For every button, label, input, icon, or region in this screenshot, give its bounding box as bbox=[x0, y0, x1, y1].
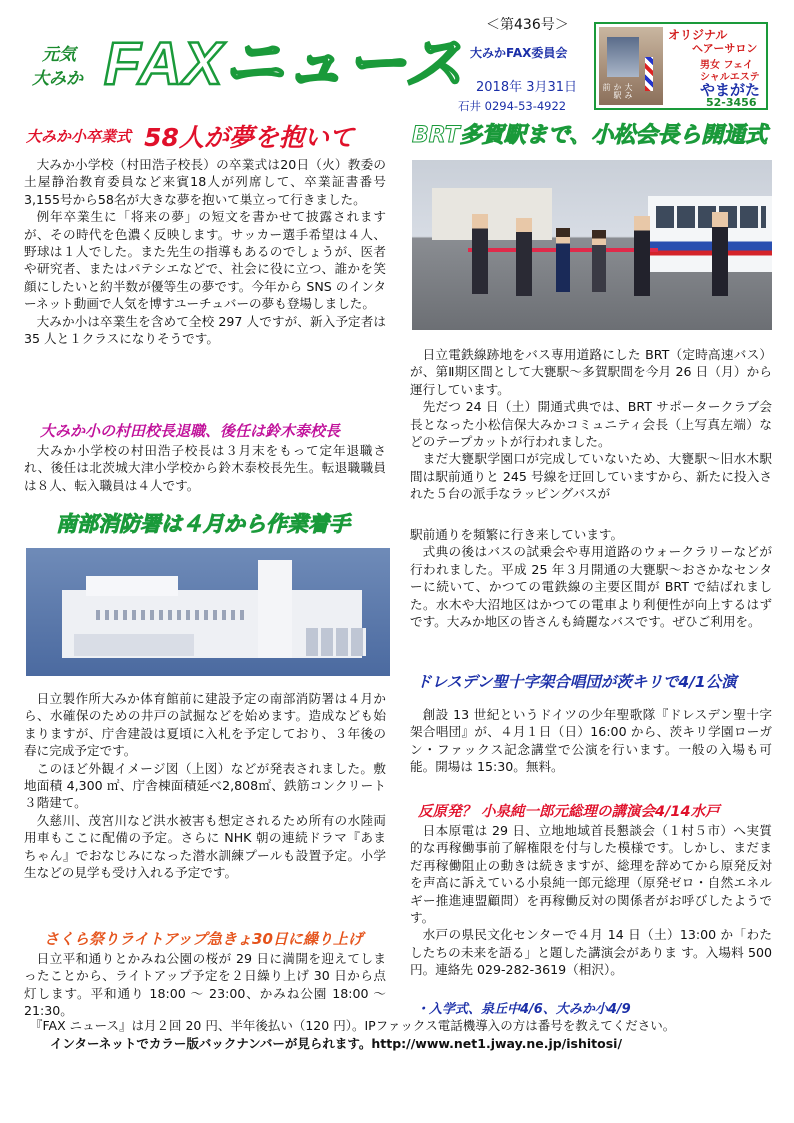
entrance-ceremony-note: ・入学式、泉丘中4/6、大みか小4/9 bbox=[416, 1002, 631, 1017]
photo-person-2 bbox=[516, 218, 532, 296]
footer-line-2[interactable]: インターネットでカラー版バックナンバーが見られます。http://www.net1.jway.ne.jp/ishitosi/ bbox=[50, 1036, 623, 1051]
graduation-para-3: 大みか小は卒業生を含めて全校 297 人ですが、新入予定者は 35 人と１クラスになりそうです。 bbox=[24, 313, 386, 347]
ad-line3: 男女 フェイ bbox=[700, 60, 753, 71]
article-principal-body bbox=[24, 442, 386, 494]
footer-line-1: 『FAX ニュース』は月２回 20 円、半年後払い（120 円）。IPファックス電話機導入の方は番号を教えてください。 bbox=[30, 1018, 676, 1033]
koizumi-para-2: 水戸の県民文化センターで４月 14 日（土）13:00 か「わたしたちの未来を語る」と題した講演会がありま す。入場料 500 円。連絡先 029-282-3619（相沢）。 bbox=[410, 927, 772, 978]
ad-phone: 52-3456 bbox=[706, 96, 757, 109]
article-dresden-body bbox=[410, 706, 772, 776]
building-shadow bbox=[74, 634, 194, 656]
committee-name: 大みかFAX委員会 bbox=[470, 46, 568, 60]
article-dresden-title: ドレスデン聖十字架合唱団が茨キリで4/1公演 bbox=[416, 673, 737, 691]
article-fire-station-title: 南部消防署は４月から作業着手 bbox=[56, 512, 350, 536]
ad-line4: シャルエステ bbox=[700, 72, 760, 83]
issue-date: 2018年 3月31日 bbox=[476, 80, 578, 95]
article-graduation-title: 58人が夢を抱いて bbox=[144, 123, 354, 152]
article-brt-title: BRT多賀駅まで、小松会長ら開通式 bbox=[412, 123, 768, 148]
photo-bus-windows bbox=[656, 206, 766, 228]
shop-window bbox=[607, 37, 639, 77]
article-sakura-body bbox=[24, 950, 386, 1020]
shop-photo bbox=[599, 27, 663, 105]
building-window-band bbox=[96, 610, 246, 620]
photo-person-6 bbox=[712, 212, 728, 296]
photo-person-5 bbox=[634, 216, 650, 296]
brt-para-2: 先だつ 24 日（土）開通式典では、BRT サポータークラブ会長となった小松信保大みかコミュニティ会長（上写真左端）などのテープカットが行われました。 bbox=[410, 399, 772, 450]
ad-line1: オリジナル bbox=[668, 28, 728, 42]
article-graduation-header bbox=[26, 118, 396, 152]
barber-pole-icon bbox=[645, 57, 653, 91]
photo-person-4 bbox=[592, 230, 606, 292]
koizumi-para-1: 日本原電は 29 日、立地地域首長懇談会（１村５市）へ実質的な再稼働事前了解権限を付与した模様です。しかし、まだまだ再稼働阻止の動きは続きますが、総理を辞めてから原発反対を声高に訴えている小泉純一郎元総理（原発ゼロ・自然エネルギー推進連盟顧問）を再稼働反対の関係者がお呼びしたようです。 bbox=[410, 823, 773, 926]
photo-person-1 bbox=[472, 214, 488, 294]
ad-line2: ヘアーサロン bbox=[692, 42, 758, 55]
building-upper-left bbox=[86, 576, 178, 596]
fire-station-image bbox=[26, 548, 390, 676]
principal-para-1: 大みか小学校の村田浩子校長は３月末をもって定年退職され、後任は北茨城大津小学校から鈴木泰校長先生。転退職職員は８人、転入職員は４人です。 bbox=[24, 443, 386, 493]
building-tower bbox=[258, 560, 292, 658]
brt-para-3: まだ大甕駅学園口が完成していないため、大甕駅～旧水木駅間は駅前通りと 245 号線を迂回していますから、新たに投入された５台の派手なラッピングバスが bbox=[410, 451, 772, 502]
article-koizumi-body bbox=[410, 822, 772, 979]
brt-para-3-cont: 駅前通りを頻繁に行き来しています。 bbox=[410, 527, 624, 542]
article-graduation-body bbox=[24, 156, 386, 347]
fire-station-para-3: 久慈川、茂宮川など洪水被害も想定されるため所有の水陸両用車もここに配備の予定。さらに NHK 朝の連続ドラマ『あまちゃん』でおなじみになった潜水訓練プールも設置予定。小学生などの見学も受け入れる予定です。 bbox=[24, 812, 386, 881]
salon-ad bbox=[594, 22, 768, 110]
article-principal-title: 大みか小の村田校長退職、後任は鈴木泰校長 bbox=[40, 422, 341, 440]
photo-building bbox=[432, 188, 552, 240]
article-sakura-title: さくら祭りライトアップ急きょ30日に繰り上げ bbox=[44, 930, 363, 948]
issue-number: ＜第436号＞ bbox=[486, 17, 569, 33]
brt-para-1: 日立電鉄線跡地をバス専用道路にした BRT（定時高速バス）が、第Ⅱ期区間として大甕駅～多賀駅間を今月 26 日（月）から運行しています。 bbox=[410, 347, 772, 397]
fire-station-para-1: 日立製作所大みか体育館前に建設予定の南部消防署は４月から、水確保のための井戸の試掘などを始めます。造成なども始まりますが、庁舎建設は夏頃に入札を予定しており、３年後の春に完成予定です。 bbox=[24, 691, 386, 759]
fire-station-para-2: このほど外観イメージ図（上図）などが発表されました。敷地面積 4,300 ㎡、庁舎棟面積延べ2,808㎡、鉄筋コンクリート３階建て。 bbox=[24, 760, 386, 811]
ad-shop-name: やまがた bbox=[700, 81, 761, 99]
shop-sign: 大みか駅前 bbox=[602, 83, 633, 99]
sakura-para-1: 日立平和通りとかみね公園の桜が 29 日に満開を迎えてしまったことから、ライトアップ予定を２日繰り上げ 30 日から点灯します。平和通り 18:00 ～ 23:00、かみね公園 18:00 ～ 21:30。 bbox=[24, 951, 386, 1019]
article-koizumi-title: 反原発？ 小泉純一郎元総理の講演会4/14水戸 bbox=[418, 804, 720, 820]
graduation-para-1: 大みか小学校（村田浩子校長）の卒業式は20日（火）教委の土屋静治教育委員など来賓18人が列席して、卒業証書番号3,155号から58名が大きな夢を抱いて巣立って行きました。 bbox=[24, 157, 386, 207]
masthead-tag-line1: 元気 bbox=[42, 45, 76, 64]
masthead-title: FAXニュース bbox=[104, 30, 465, 97]
article-brt-body bbox=[410, 346, 772, 503]
building-garage-doors bbox=[306, 628, 366, 656]
masthead-box bbox=[28, 30, 468, 98]
article-graduation-label: 大みか小卒業式 bbox=[26, 127, 132, 146]
article-fire-station-body bbox=[24, 690, 386, 881]
graduation-para-2: 例年卒業生に「将来の夢」の短文を書かせて披露されますが、その時代を色濃く反映します。サッカー選手希望は４人、野球は１人でした。また先生の指導もあるのでしょうが、医者や研究者、またはパテシエなどで、社会に役に立つ、誰かを笑顔にしたいと約半数が優等生の夢です。今年から SNS のインターネット動画で人気を博すユーチュバーの夢も登場しました。 bbox=[24, 209, 386, 312]
photo-person-3 bbox=[556, 228, 570, 292]
brt-para-4: 式典の後はバスの試乗会や専用道路のウォークラリーなどが行われました。平成 25 年３月開通の大甕駅～おさかなセンターに続いて、かつての電鉄線の主要区間が BRT で結ばれました。水木や大沼地区はかつての電車より利便性が向上するはずです。大みか地区の皆さんも綺麗なバスです。ぜひご利用を。 bbox=[410, 544, 773, 630]
dresden-para-1: 創設 13 世紀というドイツの少年聖歌隊『ドレスデン聖十字架合唱団』が、４月１日（日）16:00 から、茨キリ学園ローガン・ファックス記念講堂で公演を行います。一般の入場も可能。開場は 15:30。無料。 bbox=[410, 707, 772, 775]
masthead-tag-line2: 大みか bbox=[32, 69, 83, 88]
article-brt-body-cont bbox=[410, 526, 772, 630]
contact-phone: 石井 0294-53-4922 bbox=[458, 99, 567, 113]
brt-ceremony-photo bbox=[412, 160, 772, 330]
